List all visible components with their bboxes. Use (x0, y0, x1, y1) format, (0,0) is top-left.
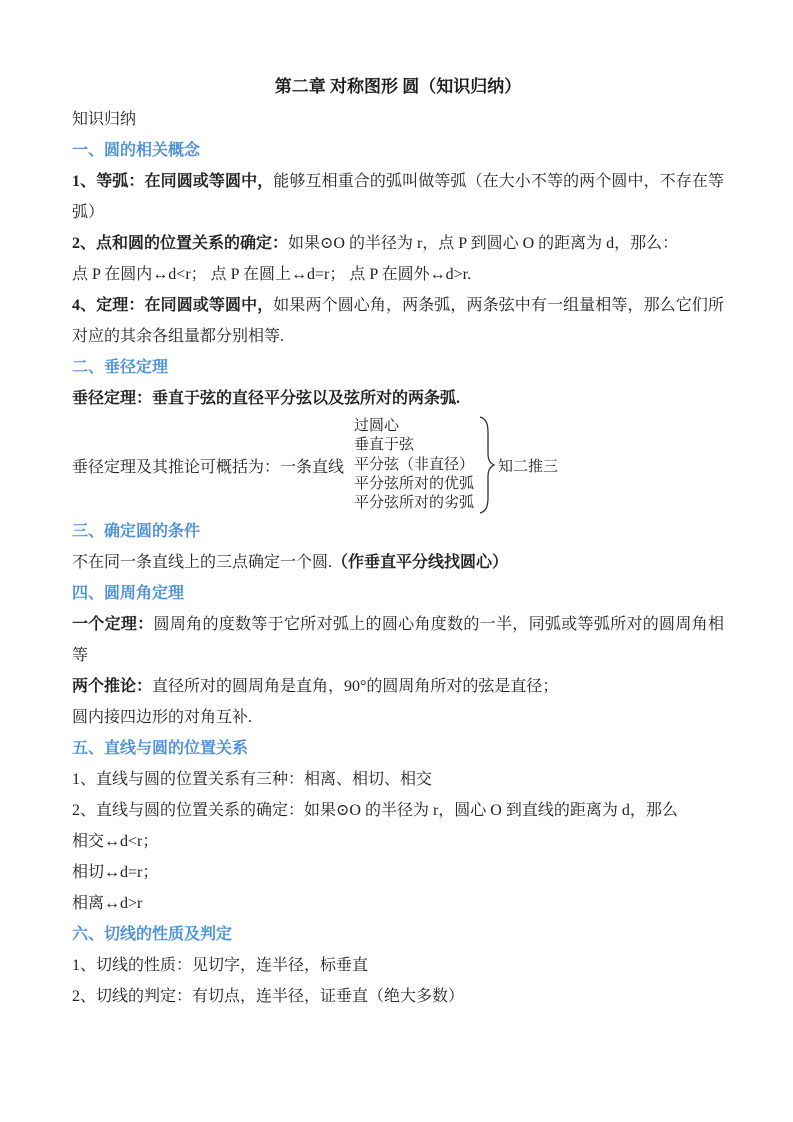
paragraph-perpendicular-diameter-theorem: 垂径定理：垂直于弦的直径平分弦以及弦所对的两条弧. (72, 390, 461, 407)
text-run: 如果⊙O 的半径为 r，点 P 到圆心 O 的距离为 d，那么： (288, 235, 679, 252)
paragraph-two-corollaries (72, 671, 724, 702)
section-heading-4: 四、圆周角定理 (72, 585, 185, 602)
text-run: 圆周角的度数等于它所对弧上的圆心角度数的一半，同弧或等弧所对的圆周角相等 (72, 616, 724, 664)
figure-item: 平分弦所对的劣弧 (354, 495, 475, 511)
section-heading-3: 三、确定圆的条件 (72, 523, 201, 540)
text-run: 不在同一条直线上的三点确定一个圆. (72, 554, 333, 571)
paragraph-point-position-cases: 点 P 在圆内↔d<r； 点 P 在圆上↔d=r； 点 P 在圆外↔d>r. (72, 266, 472, 283)
figure-item: 过圆心 (354, 418, 400, 434)
bold-run: 2、点和圆的位置关系的确定： (72, 235, 289, 252)
text-run: 如果两个圆心角，两条弧，两条弦中有一组量相等，那么它们所对应的其余各组量都分别相等. (72, 297, 724, 345)
paragraph-tangent-judgment: 2、切线的判定：有切点，连半径，证垂直（绝大多数） (72, 988, 465, 1005)
bold-run: 1、等弧：在同圆或等圆中， (72, 173, 274, 190)
figure-item: 垂直于弦 (354, 437, 415, 454)
bold-run: （作垂直平分线找圆心） (332, 554, 509, 571)
paragraph-line-circle-determination: 2、直线与圆的位置关系的确定：如果⊙O 的半径为 r，圆心 O 到直线的距离为 d，那么 (72, 802, 678, 819)
section-heading-2: 二、垂径定理 (72, 359, 169, 376)
figure-item-stack (354, 417, 474, 513)
paragraph-tangent-property: 1、切线的性质：见切字，连半径，标垂直 (72, 957, 369, 974)
figure-brace-label: 知二推三 (498, 458, 559, 475)
paragraph-line-circle-three-cases: 1、直线与圆的位置关系有三种：相离、相切、相交 (72, 771, 433, 788)
figure-item: 平分弦所对的优弧 (354, 475, 475, 492)
figure-item: 平分弦（非直径） (354, 456, 475, 473)
document-content (72, 70, 724, 1012)
paragraph-tangent-case: 相切↔d=r； (72, 864, 159, 881)
right-brace-icon (478, 415, 496, 515)
paragraph-equal-arcs (72, 166, 724, 228)
section-heading-6: 六、切线的性质及判定 (72, 926, 233, 943)
section-heading-5: 五、直线与圆的位置关系 (72, 740, 249, 757)
figure-lead-text: 垂径定理及其推论可概括为：一条直线 (72, 458, 345, 476)
paragraph-separate-case: 相离↔d>r (72, 895, 143, 912)
intro-text: 知识归纳 (72, 111, 137, 128)
perpendicular-diameter-figure (72, 414, 724, 516)
page-title: 第二章 对称图形 圆（知识归纳） (274, 77, 522, 96)
bold-run: 两个推论： (72, 678, 153, 695)
text-run: 能够互相重合的弧叫做等弧（在大小不等的两个圆中，不存在等弧） (72, 173, 724, 221)
paragraph-point-circle-relation (72, 228, 724, 259)
paragraph-inscribed-angle-theorem (72, 609, 724, 671)
paragraph-cyclic-quadrilateral: 圆内接四边形的对角互补. (72, 709, 253, 726)
text-run: 直径所对的圆周角是直角，90°的圆周角所对的弦是直径； (152, 678, 559, 695)
bold-run: 4、定理：在同圆或等圆中， (72, 297, 274, 314)
paragraph-intersect-case: 相交↔d<r； (72, 833, 159, 850)
bold-run: 一个定理： (72, 616, 154, 633)
paragraph-three-points (72, 547, 724, 578)
section-heading-1: 一、圆的相关概念 (72, 142, 201, 159)
paragraph-central-angle-theorem (72, 290, 724, 352)
